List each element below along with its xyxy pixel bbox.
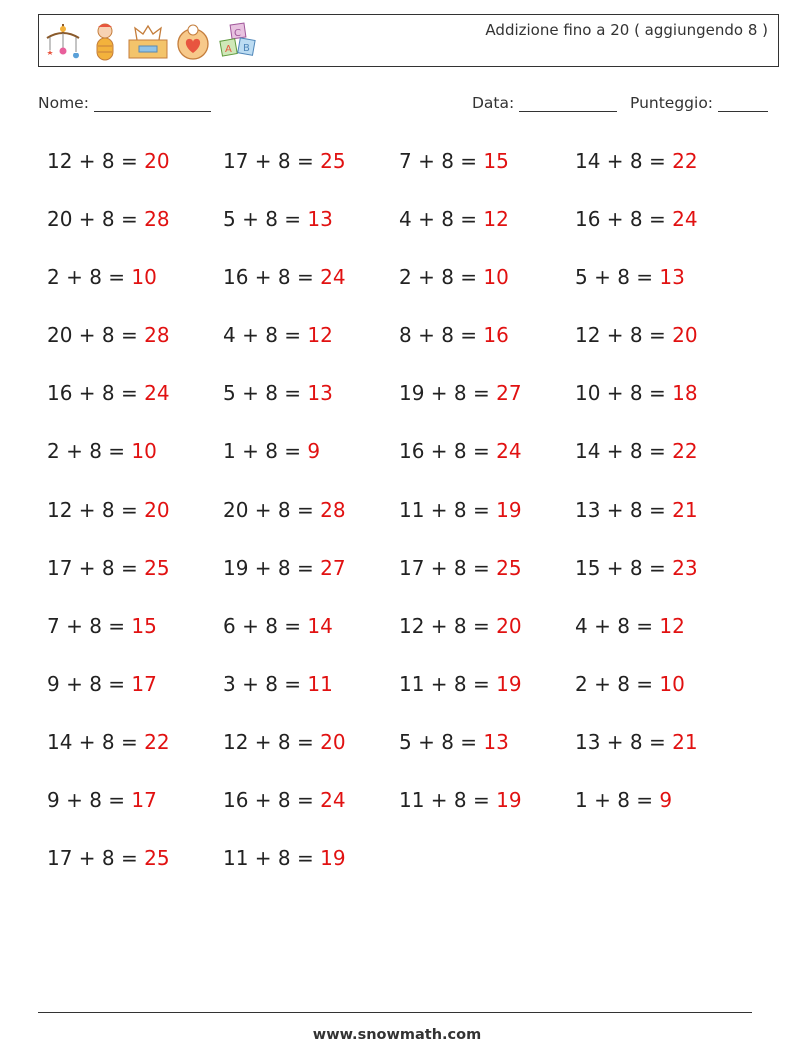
problem-question: 5 + 8 =	[399, 729, 484, 754]
swaddled-baby-icon	[89, 22, 121, 62]
problem-item	[47, 610, 223, 668]
problem-question: 20 + 8 =	[47, 207, 145, 232]
baby-mobile-icon	[43, 22, 83, 62]
problem-question: 6 + 8 =	[223, 613, 308, 638]
problem-item	[575, 494, 751, 552]
problem-question: 2 + 8 =	[47, 439, 132, 464]
problem-answer: 25	[496, 555, 522, 580]
problem-item	[47, 726, 223, 784]
problem-answer: 27	[320, 555, 346, 580]
problem-question: 7 + 8 =	[47, 613, 132, 638]
problem-answer: 20	[144, 497, 170, 522]
problem-question: 13 + 8 =	[575, 497, 673, 522]
problem-item	[575, 552, 751, 610]
problem-answer: 27	[496, 381, 522, 406]
problem-question: 20 + 8 =	[47, 323, 145, 348]
problem-answer: 12	[659, 613, 685, 638]
problem-item	[399, 145, 575, 203]
problem-answer: 10	[483, 265, 509, 290]
problem-question: 4 + 8 =	[223, 323, 308, 348]
problem-item	[47, 435, 223, 493]
problem-item	[223, 261, 399, 319]
problem-item	[223, 145, 399, 203]
problem-answer: 18	[672, 381, 698, 406]
problem-item	[575, 435, 751, 493]
problem-item	[223, 494, 399, 552]
problem-answer: 24	[144, 381, 170, 406]
problem-answer: 17	[131, 671, 157, 696]
problem-item	[399, 784, 575, 842]
problem-item	[47, 668, 223, 726]
problem-item	[47, 494, 223, 552]
problem-question: 12 + 8 =	[47, 149, 145, 173]
problem-item	[575, 261, 751, 319]
problem-question: 17 + 8 =	[47, 846, 145, 871]
problem-answer: 15	[131, 613, 157, 638]
problem-item	[223, 435, 399, 493]
problem-question: 7 + 8 =	[399, 149, 484, 173]
problem-item	[47, 145, 223, 203]
problem-item	[575, 319, 751, 377]
problem-item	[47, 842, 223, 900]
problem-question: 5 + 8 =	[223, 207, 308, 232]
problem-answer: 13	[307, 381, 333, 406]
problem-question: 4 + 8 =	[399, 207, 484, 232]
problem-question: 12 + 8 =	[223, 729, 321, 754]
score-field	[630, 94, 768, 112]
problem-item	[47, 377, 223, 435]
problem-question: 16 + 8 =	[47, 381, 145, 406]
problem-item	[223, 726, 399, 784]
problem-item	[575, 145, 751, 203]
problem-question: 12 + 8 =	[399, 613, 497, 638]
footer-url: www.snowmath.com	[312, 1027, 482, 1043]
problem-item	[223, 668, 399, 726]
problem-answer: 17	[131, 788, 157, 813]
problem-answer: 14	[307, 613, 333, 638]
problem-item	[575, 610, 751, 668]
problem-answer: 24	[496, 439, 522, 464]
problem-item	[575, 726, 751, 784]
problem-item	[399, 552, 575, 610]
problem-question: 14 + 8 =	[47, 729, 145, 754]
problem-answer: 11	[307, 671, 333, 696]
header-icons	[43, 21, 261, 63]
problem-item	[399, 494, 575, 552]
problem-question: 16 + 8 =	[399, 439, 497, 464]
baby-bib-icon	[175, 22, 211, 62]
problem-answer: 21	[672, 729, 698, 754]
problem-item	[47, 203, 223, 261]
problem-question: 12 + 8 =	[47, 497, 145, 522]
problem-question: 17 + 8 =	[47, 555, 145, 580]
problem-answer: 19	[320, 846, 346, 871]
problem-answer: 28	[144, 323, 170, 348]
problem-answer: 20	[144, 149, 170, 173]
problem-item	[399, 610, 575, 668]
problem-item	[399, 435, 575, 493]
problem-question: 15 + 8 =	[575, 555, 673, 580]
problem-answer: 28	[320, 497, 346, 522]
problem-question: 19 + 8 =	[399, 381, 497, 406]
date-field	[472, 94, 617, 112]
problem-answer: 13	[659, 265, 685, 290]
problem-question: 1 + 8 =	[575, 788, 660, 813]
problem-item	[223, 842, 399, 900]
problem-question: 19 + 8 =	[223, 555, 321, 580]
problem-question: 8 + 8 =	[399, 323, 484, 348]
problem-answer: 21	[672, 497, 698, 522]
problem-question: 10 + 8 =	[575, 381, 673, 406]
svg-text:C: C	[234, 28, 241, 39]
problem-question: 17 + 8 =	[223, 149, 321, 173]
problem-question: 16 + 8 =	[223, 788, 321, 813]
problem-answer: 9	[307, 439, 321, 464]
svg-text:A: A	[225, 44, 232, 55]
problem-answer: 20	[672, 323, 698, 348]
problem-item	[575, 668, 751, 726]
problem-question: 20 + 8 =	[223, 497, 321, 522]
date-label: Data:	[472, 94, 515, 112]
problem-answer: 23	[672, 555, 698, 580]
tissue-box-icon	[127, 22, 169, 62]
problem-question: 11 + 8 =	[223, 846, 321, 871]
problem-answer: 10	[131, 439, 157, 464]
problem-item	[399, 377, 575, 435]
problem-question: 16 + 8 =	[223, 265, 321, 290]
problem-question: 17 + 8 =	[399, 555, 497, 580]
problem-question: 14 + 8 =	[575, 439, 673, 464]
problem-question: 12 + 8 =	[575, 323, 673, 348]
problem-question: 9 + 8 =	[47, 671, 132, 696]
problem-answer: 20	[496, 613, 522, 638]
problem-item	[223, 552, 399, 610]
problem-answer: 25	[144, 555, 170, 580]
problem-answer: 19	[496, 497, 522, 522]
problem-question: 2 + 8 =	[575, 671, 660, 696]
problem-question: 2 + 8 =	[399, 265, 484, 290]
problem-answer: 19	[496, 788, 522, 813]
svg-text:B: B	[243, 43, 250, 54]
problem-answer: 25	[320, 149, 346, 173]
problem-answer: 12	[307, 323, 333, 348]
problem-question: 16 + 8 =	[575, 207, 673, 232]
problem-item	[223, 319, 399, 377]
problem-item	[575, 784, 751, 842]
problem-item	[47, 552, 223, 610]
score-label: Punteggio:	[630, 94, 714, 112]
footer-divider	[38, 1012, 752, 1013]
problem-item	[47, 784, 223, 842]
problem-answer: 10	[659, 671, 685, 696]
score-blank	[718, 95, 768, 112]
problem-question: 11 + 8 =	[399, 671, 497, 696]
worksheet-title: Addizione fino a 20 ( aggiungendo 8 )	[485, 21, 768, 39]
problem-item	[223, 784, 399, 842]
problem-answer: 22	[672, 149, 698, 173]
problem-item	[575, 377, 751, 435]
date-blank	[519, 95, 617, 112]
name-field	[38, 94, 211, 112]
problem-question: 14 + 8 =	[575, 149, 673, 173]
problem-item	[399, 319, 575, 377]
problem-item	[47, 261, 223, 319]
problem-answer: 9	[659, 788, 673, 813]
problem-answer: 12	[483, 207, 509, 232]
problem-answer: 25	[144, 846, 170, 871]
problem-item	[223, 610, 399, 668]
problem-item	[47, 319, 223, 377]
problem-question: 13 + 8 =	[575, 729, 673, 754]
problem-question: 9 + 8 =	[47, 788, 132, 813]
problem-answer: 22	[144, 729, 170, 754]
problem-question: 2 + 8 =	[47, 265, 132, 290]
problem-item	[399, 203, 575, 261]
problem-answer: 28	[144, 207, 170, 232]
problem-question: 4 + 8 =	[575, 613, 660, 638]
problem-answer: 24	[320, 265, 346, 290]
problem-item	[223, 203, 399, 261]
problem-answer: 22	[672, 439, 698, 464]
problem-question: 5 + 8 =	[223, 381, 308, 406]
problem-answer: 24	[320, 788, 346, 813]
problem-answer: 16	[483, 323, 509, 348]
problem-question: 11 + 8 =	[399, 788, 497, 813]
problem-question: 1 + 8 =	[223, 439, 308, 464]
problem-grid	[47, 145, 751, 900]
problem-answer: 13	[307, 207, 333, 232]
worksheet-header	[38, 14, 779, 67]
problem-answer: 24	[672, 207, 698, 232]
problem-item	[575, 203, 751, 261]
problem-answer: 20	[320, 729, 346, 754]
problem-question: 11 + 8 =	[399, 497, 497, 522]
problem-answer: 10	[131, 265, 157, 290]
problem-answer: 15	[483, 149, 509, 173]
problem-answer: 19	[496, 671, 522, 696]
alphabet-blocks-icon	[217, 22, 261, 62]
problem-question: 5 + 8 =	[575, 265, 660, 290]
problem-item	[399, 261, 575, 319]
problem-item	[399, 726, 575, 784]
name-label: Nome:	[38, 94, 89, 112]
problem-question: 3 + 8 =	[223, 671, 308, 696]
name-blank	[94, 95, 211, 112]
problem-item	[399, 668, 575, 726]
problem-item	[223, 377, 399, 435]
problem-answer: 13	[483, 729, 509, 754]
